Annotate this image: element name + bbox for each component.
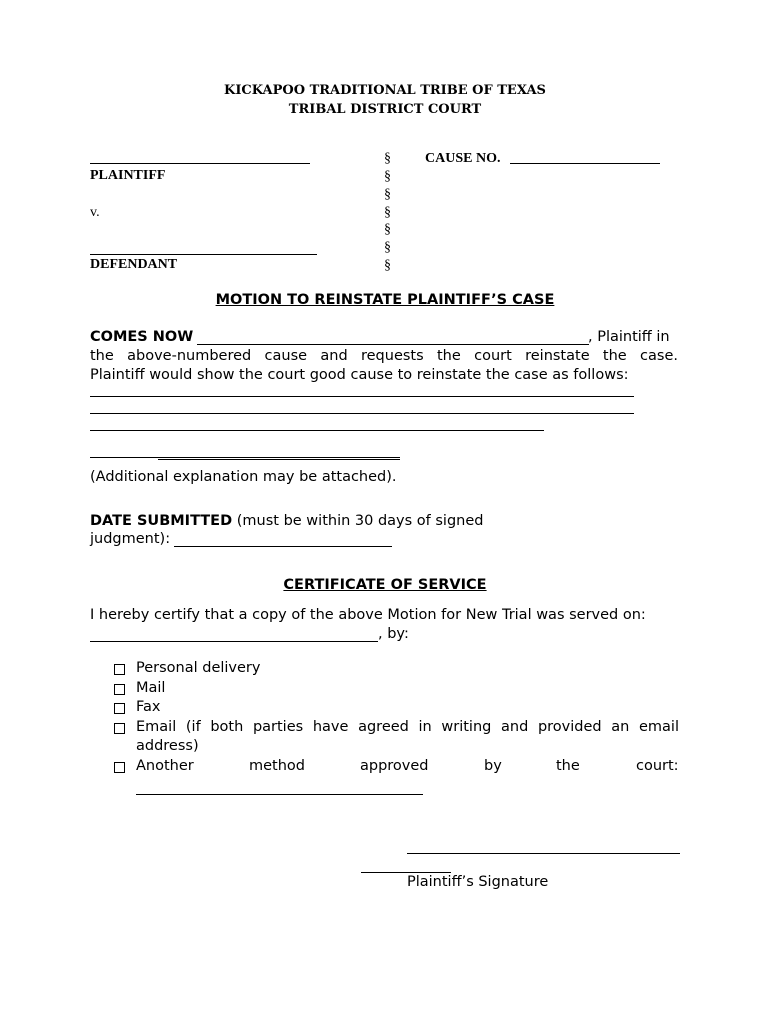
plaintiff-name-blank[interactable] [197,344,589,345]
option-fax: Fax [136,699,161,715]
section-symbol: § [384,240,391,255]
option-email-continued: address) [136,738,199,754]
another-word: Another [136,758,194,774]
date-submitted-note: (must be within 30 days of signed [232,513,484,529]
certify-text: I hereby certify that a copy of the above Motion for New Trial was served on: [90,607,646,623]
checkbox-another-method[interactable] [114,762,125,773]
comes-now-label: COMES NOW [90,329,194,345]
checkbox-fax[interactable] [114,703,125,714]
approved-word: approved [360,758,429,774]
section-symbol: § [384,222,391,237]
motion-title: MOTION TO REINSTATE PLAINTIFF’S CASE [215,292,555,308]
section-symbol: § [384,187,391,202]
section-symbol: § [384,258,391,273]
cause-no-label: CAUSE NO. [425,151,501,166]
date-submitted-line[interactable] [174,546,392,547]
explanation-line-1[interactable] [90,396,634,397]
section-symbol: § [384,205,391,220]
served-on-line[interactable] [90,641,378,642]
checkbox-email[interactable] [114,723,125,734]
the-word: the [556,758,580,774]
explanation-line-2[interactable] [90,413,634,414]
signature-line[interactable] [407,853,680,854]
motion-line-3: Plaintiff would show the court good cause to reinstate the case as follows: [90,367,629,383]
explanation-line-4[interactable] [90,457,400,458]
additional-explanation-note: (Additional explanation may be attached). [90,469,397,485]
method-word: method [249,758,305,774]
judgment-label: judgment): [90,531,171,547]
plaintiff-label: PLAINTIFF [90,168,166,183]
option-personal-delivery: Personal delivery [136,660,261,676]
section-symbol: § [384,151,391,166]
explanation-line-3[interactable] [90,430,544,431]
option-mail: Mail [136,680,166,696]
court-name: TRIBAL DISTRICT COURT [288,102,482,117]
another-method-line[interactable] [136,794,423,795]
section-symbol: § [384,169,391,184]
motion-line-2: the above-numbered cause and requests the court reinstate the case. [90,348,678,364]
checkbox-personal-delivery[interactable] [114,664,125,675]
comes-now-tail: , Plaintiff in [588,329,670,345]
defendant-name-line[interactable] [90,254,317,255]
plaintiff-name-line[interactable] [90,163,310,164]
signature-label: Plaintiff’s Signature [407,874,549,890]
option-email: Email (if both parties have agreed in writing and provided an email [136,719,679,735]
certificate-title: CERTIFICATE OF SERVICE [283,577,487,593]
cause-no-line[interactable] [510,163,660,164]
defendant-label: DEFENDANT [90,257,178,272]
versus-label: v. [90,205,100,220]
tribe-name: KICKAPOO TRADITIONAL TRIBE OF TEXAS [224,83,546,98]
by-text: , by: [378,626,409,642]
by-word: by [484,758,502,774]
court-word: court: [636,758,679,774]
date-submitted-label: DATE SUBMITTED [90,513,233,529]
checkbox-mail[interactable] [114,684,125,695]
explanation-line-4-double [158,459,400,460]
